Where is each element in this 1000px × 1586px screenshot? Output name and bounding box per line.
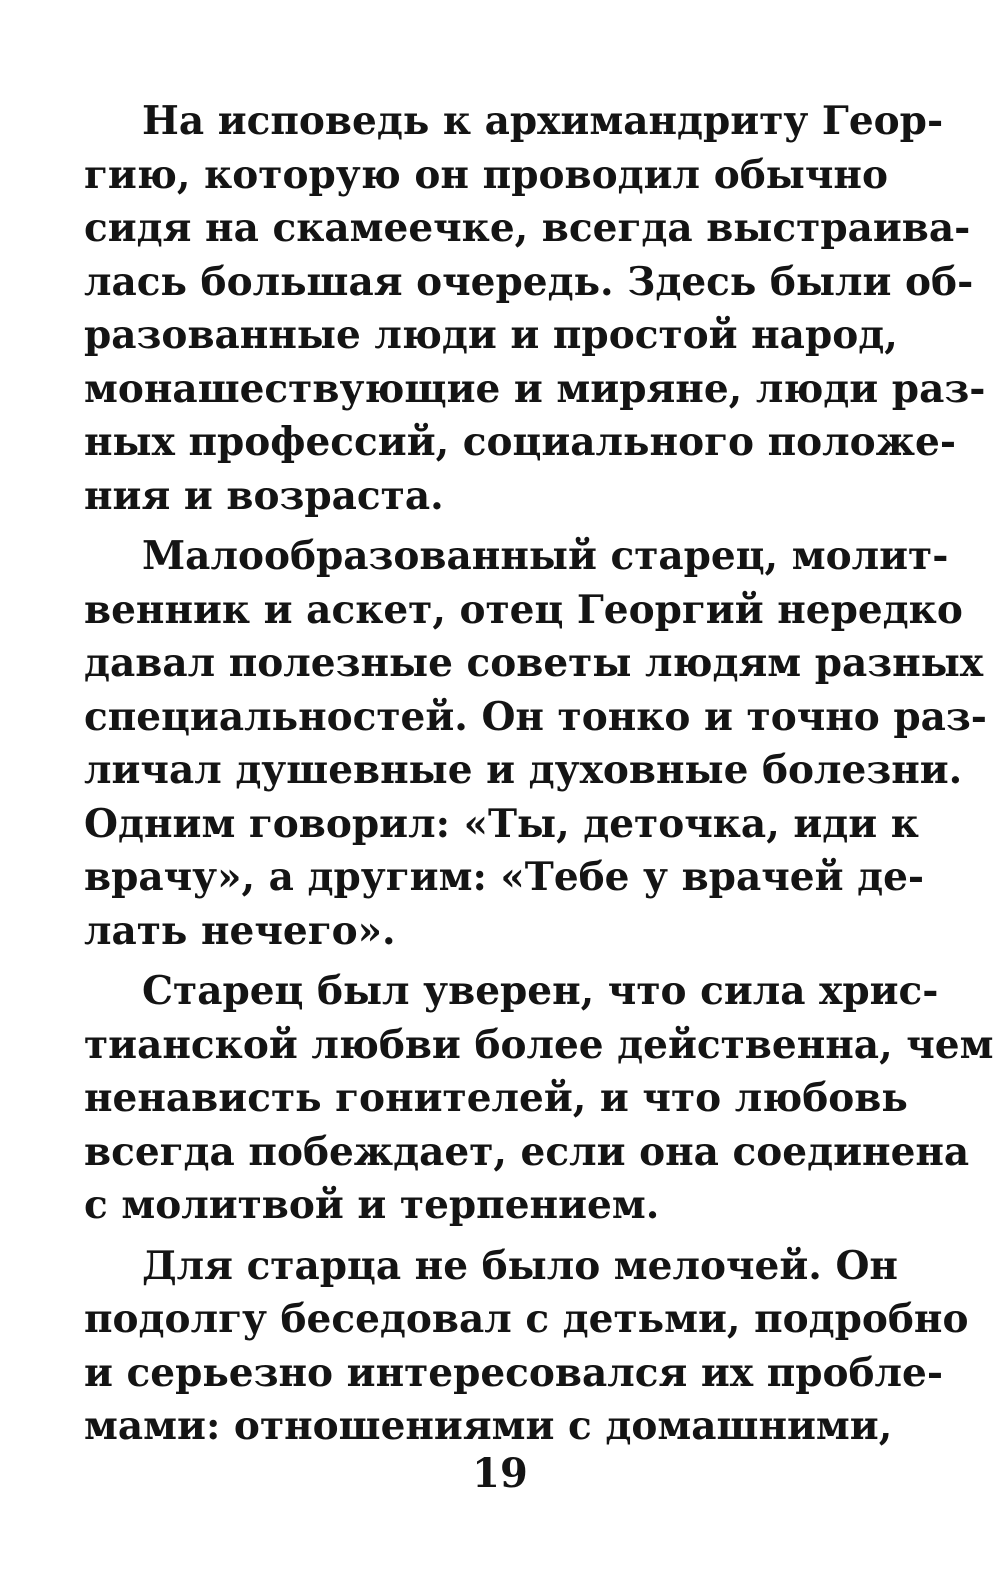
text-line: ненависть гонителей, и что любовь: [84, 1075, 908, 1121]
text-line: На исповедь к архимандриту Геор-: [142, 98, 944, 144]
text-line: Старец был уверен, что сила хрис-: [142, 968, 939, 1014]
text-line: Одним говорил: «Ты, деточка, иди к: [84, 800, 919, 847]
text-line: сидя на скамеечке, всегда выстраива-: [84, 205, 971, 251]
text-line: Малообразованный старец, молит-: [142, 533, 949, 579]
text-line: врачу», а другим: «Тебе у врачей де-: [84, 854, 925, 900]
text-line: ния и возраста.: [84, 472, 444, 519]
text-line: лать нечего».: [84, 907, 396, 954]
paragraph: [84, 965, 994, 1233]
text-line: тианской любви более действенна, чем: [84, 1021, 994, 1068]
text-line: давал полезные советы людям разных: [84, 640, 984, 686]
paragraph-gap: [84, 523, 888, 530]
text-line: разованные люди и простой народ,: [84, 312, 898, 358]
paragraph: [84, 95, 986, 523]
text-line: лась большая очередь. Здесь были об-: [84, 258, 974, 305]
paragraph-gap: [84, 1233, 888, 1240]
body-text: [84, 95, 994, 1454]
text-line: ных профессий, социального положе-: [84, 419, 957, 465]
page-number: 19: [472, 1450, 528, 1497]
text-line: всегда побеждает, если она соединена: [84, 1128, 970, 1175]
paragraph-gap: [84, 958, 888, 965]
text-line: гию, которую он проводил обычно: [84, 151, 888, 198]
text-line: специальностей. Он тонко и точно раз-: [84, 693, 987, 740]
text-line: личал душевные и духовные болезни.: [84, 747, 963, 793]
text-line: мами: отношениями с домашними,: [84, 1403, 893, 1449]
text-line: с молитвой и терпением.: [84, 1182, 660, 1228]
paragraph: [84, 530, 987, 958]
text-line: монашествующие и миряне, люди раз-: [84, 365, 986, 412]
text-line: и серьезно интересовался их пробле-: [84, 1349, 944, 1396]
text-line: Для старца не было мелочей. Он: [142, 1242, 898, 1289]
text-line: венник и аскет, отец Георгий нередко: [84, 586, 963, 633]
text-line: подолгу беседовал с детьми, подробно: [84, 1296, 969, 1342]
paragraph: [84, 1240, 969, 1454]
